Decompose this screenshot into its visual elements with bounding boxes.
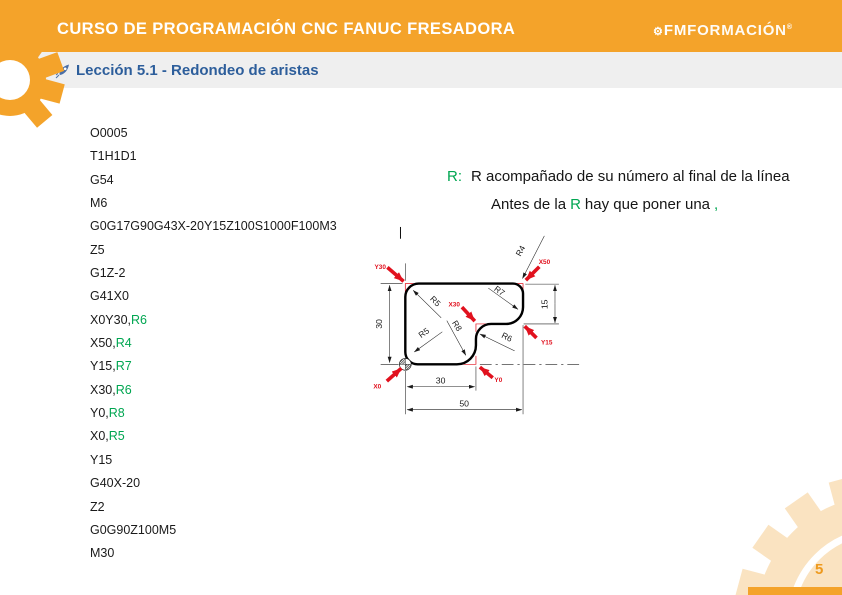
brand-rest: FORMACIÓN: [687, 22, 787, 39]
lesson-bar: [0, 52, 842, 88]
header-bar: [0, 0, 842, 52]
coord-label-y0: Y0: [494, 377, 503, 385]
radius-label-top-left: R5: [428, 293, 443, 309]
code-token: O0005: [90, 126, 128, 140]
coord-label-y15: Y15: [540, 339, 553, 347]
code-token: X0,: [90, 429, 109, 444]
code-line: [90, 472, 337, 495]
code-token: Z2: [90, 499, 105, 514]
code-block[interactable]: [90, 122, 337, 566]
code-line: [90, 449, 337, 472]
code-token: G40X-20: [90, 476, 141, 491]
code-line: [90, 239, 337, 262]
code-line: [90, 215, 337, 238]
radius-label-step: R8: [450, 318, 465, 333]
code-token: G1Z-2: [90, 266, 126, 281]
bottom-accent-bar: [748, 587, 842, 595]
course-title: CURSO DE PROGRAMACIÓN CNC FANUC FRESADORA: [57, 20, 516, 38]
code-line: [90, 262, 337, 285]
code-line: [90, 425, 337, 448]
radius-label-bottom-left: R5: [416, 325, 432, 340]
code-token: Y15,: [90, 359, 116, 374]
code-line: [90, 309, 337, 332]
code-line: [90, 145, 337, 168]
radius-label-inner: R6: [499, 330, 514, 344]
brand-gear-icon: ⚙: [652, 26, 663, 38]
code-token: M30: [90, 546, 115, 561]
code-line: [90, 355, 337, 378]
gear-decoration-top-left: [0, 0, 110, 140]
code-token: G54: [90, 172, 114, 187]
code-token: G0G90Z100M5: [90, 522, 177, 537]
arrow-x0: [387, 368, 402, 381]
code-radius-token: R5: [108, 429, 125, 444]
code-line: [90, 542, 337, 565]
brand-logo: [653, 22, 792, 39]
code-line: [90, 379, 337, 402]
code-radius-token: R8: [108, 406, 125, 421]
arrow-x30: [462, 307, 475, 321]
code-line: [90, 519, 337, 542]
dim-bottom-30: 30: [435, 375, 446, 386]
code-line: [90, 402, 337, 425]
code-line: [90, 192, 337, 215]
note-line-1[interactable]: [447, 168, 790, 185]
code-radius-token: R6: [115, 382, 132, 397]
code-radius-token: R7: [115, 359, 132, 374]
note-line2-comma: ,: [714, 196, 719, 213]
code-line: [90, 285, 337, 308]
arrow-x50: [526, 267, 539, 280]
note-line2-before: Antes de la: [491, 196, 567, 213]
code-line: [90, 122, 337, 145]
code-token: G41X0: [90, 289, 129, 304]
dim-left-30: 30: [373, 319, 384, 329]
coord-label-x30: X30: [448, 301, 460, 309]
code-token: Y0,: [90, 406, 109, 421]
code-token: M6: [90, 196, 108, 211]
code-radius-token: R4: [115, 336, 132, 351]
text-cursor: [400, 227, 401, 239]
dim-bottom-50: 50: [459, 398, 470, 409]
code-line: [90, 332, 337, 355]
radius-label-right: R7: [492, 283, 507, 298]
code-token: Y15: [90, 452, 113, 467]
note-line2-r: R: [570, 196, 581, 213]
code-token: G0G17G90G43X-20Y15Z100S1000F100M3: [90, 219, 337, 234]
lesson-title: Lección 5.1 - Redondeo de aristas: [76, 62, 319, 79]
dim-right-15: 15: [539, 299, 550, 310]
code-line: [90, 169, 337, 192]
page-number: 5: [815, 561, 824, 578]
code-token: X0Y30,: [90, 312, 132, 327]
radius-label-top-right: R4: [513, 243, 528, 258]
code-radius-token: R6: [131, 312, 147, 327]
arrow-y30: [387, 267, 403, 281]
coord-label-x50: X50: [538, 258, 551, 266]
code-token: X50,: [90, 336, 116, 351]
coord-label-y30: Y30: [374, 264, 386, 272]
arrow-y0: [480, 367, 493, 378]
brand-registered-mark: ®: [786, 24, 792, 31]
brand-bold: FM: [663, 22, 688, 39]
code-token: Z5: [90, 242, 105, 257]
code-token: X30,: [90, 382, 116, 397]
note-r-prefix: R:: [447, 168, 462, 185]
code-token: T1H1D1: [90, 149, 137, 164]
note-line2-after: hay que poner una: [584, 196, 711, 213]
arrow-y15: [525, 326, 537, 338]
code-line: [90, 496, 337, 519]
coord-label-x0: X0: [373, 383, 382, 391]
note-line1-text: R acompañado de su número al final de la línea: [471, 168, 790, 185]
